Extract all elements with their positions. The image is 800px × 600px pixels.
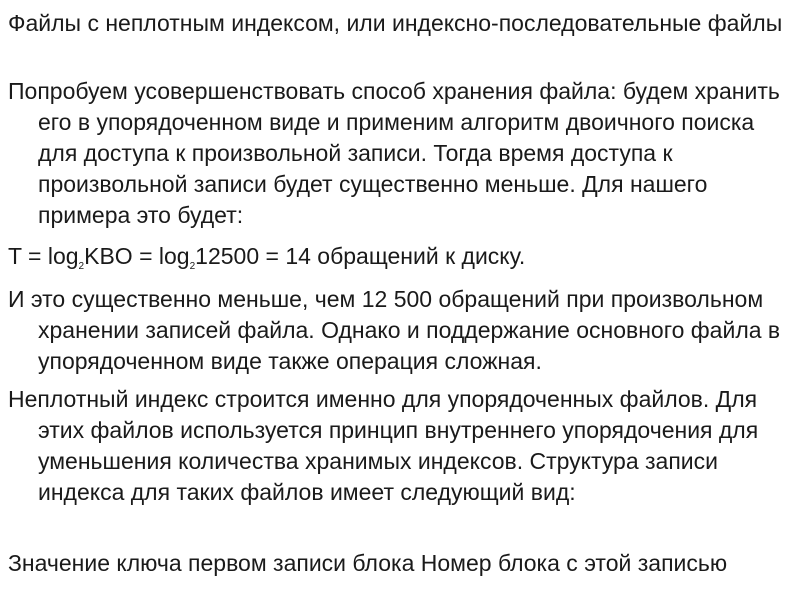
text-paragraph-comparison: И это существенно меньше, чем 12 500 обращений при произвольном хранении записей файла. Однако и поддержание основного файла в упорядоченном виде также операция сложная. <box>8 286 781 374</box>
formula-lhs: T = log <box>8 243 79 269</box>
formula-subscript-2: 2 <box>189 261 196 272</box>
heading-paragraph: Файлы с неплотным индексом, или индексно-последовательные файлы <box>8 10 783 36</box>
text-paragraph-sparse-index: Неплотный индекс строится именно для упорядоченных файлов. Для этих файлов используется принцип внутреннего упорядочения для уменьшения количества хранимых индексов. Структура записи индекса для таких файлов имеет следующий вид: <box>8 386 759 505</box>
formula-subscript-1: 2 <box>78 261 85 272</box>
text-paragraph-record-structure: Значение ключа первом записи блока Номер блока с этой записью <box>8 550 728 576</box>
formula-rhs: 12500 = 14 обращений к диску. <box>195 243 526 269</box>
formula-mid: KBO = log <box>84 243 190 269</box>
text-paragraph-binary-search: Попробуем усовершенствовать способ хранения файла: будем хранить его в упорядоченном виде и применим алгоритм двоичного поиска для доступа к произвольной записи. Тогда время доступа к произвольной записи будет существенно меньше. Для нашего примера это будет: <box>8 78 780 228</box>
formula-paragraph <box>8 241 792 272</box>
